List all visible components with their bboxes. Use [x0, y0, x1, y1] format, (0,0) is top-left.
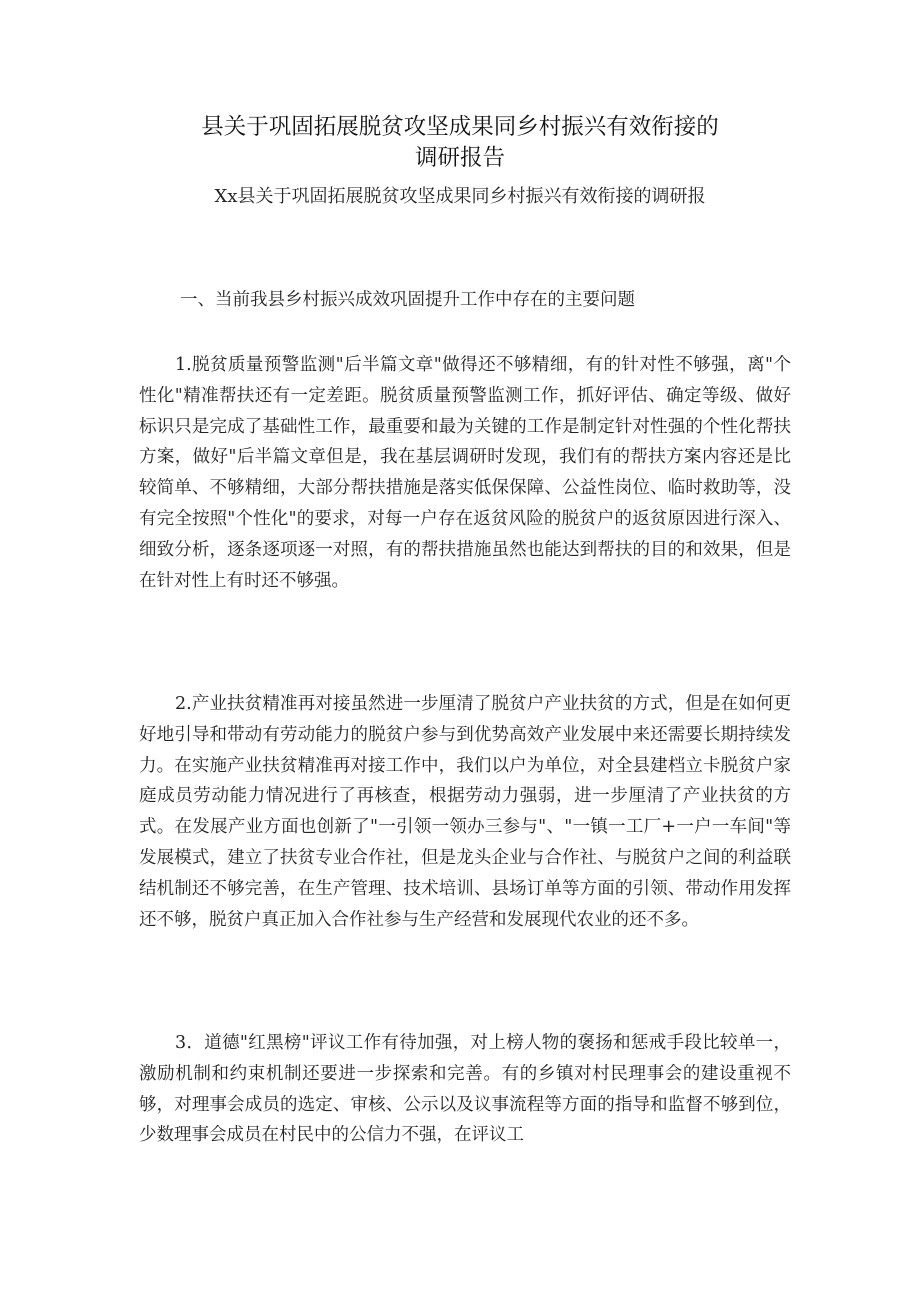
section-heading: 一、当前我县乡村振兴成效巩固提升工作中存在的主要问题 — [180, 290, 635, 310]
document-subtitle: Xx县关于巩固拓展脱贫攻坚成果同乡村振兴有效衔接的调研报 — [214, 186, 706, 207]
title-line-1: 县关于巩固拓展脱贫攻坚成果同乡村振兴有效衔接的 — [201, 114, 719, 140]
paragraph-3: 3．道德"红黑榜"评议工作有待加强，对上榜人物的褒扬和惩戒手段比较单一，激励机制和约束机制还要进一步探索和完善。有的乡镇对村民理事会的建设重视不够，对理事会成员的选定、审核、公示以及议事流程等方面的指导和监督不够到位，少数理事会成员在村民中的公信力不强，在评议工 — [139, 1033, 791, 1146]
document-title — [140, 112, 780, 174]
paragraph-2: 2.产业扶贫精准再对接虽然进一步厘清了脱贫户产业扶贫的方式，但是在如何更好地引导和带动有劳动能力的脱贫户参与到优势高效产业发展中来还需要长期持续发力。在实施产业扶贫精准再对接工作中，我们以户为单位，对全县建档立卡脱贫户家庭成员劳动能力情况进行了再核查，根据劳动力强弱，进一步厘清了产业扶贫的方式。在发展产业方面也创新了"一引领一领办三参与"、"一镇一工厂+一户一车间"等发展模式，建立了扶贫专业合作社，但是龙头企业与合作社、与脱贫户之间的利益联结机制还不够完善，在生产管理、技术培训、县场订单等方面的引领、带动作用发挥还不够，脱贫户真正加入合作社参与生产经营和发展现代农业的还不多。 — [139, 694, 791, 930]
paragraph-1: 1.脱贫质量预警监测"后半篇文章"做得还不够精细，有的针对性不够强，离"个性化"精准帮扶还有一定差距。脱贫质量预警监测工作，抓好评估、确定等级、做好标识只是完成了基础性工作，最重要和最为关键的工作是制定针对性强的个性化帮扶方案，做好"后半篇文章但是，我在基层调研时发现，我们有的帮扶方案内容还是比较简单、不够精细，大部分帮扶措施是落实低保保障、公益性岗位、临时救助等，没有完全按照"个性化"的要求，对每一户存在返贫风险的脱贫户的返贫原因进行深入、细致分析，逐条逐项逐一对照，有的帮扶措施虽然也能达到帮扶的目的和效果，但是在针对性上有时还不够强。 — [139, 355, 791, 591]
title-line-2: 调研报告 — [414, 145, 505, 171]
